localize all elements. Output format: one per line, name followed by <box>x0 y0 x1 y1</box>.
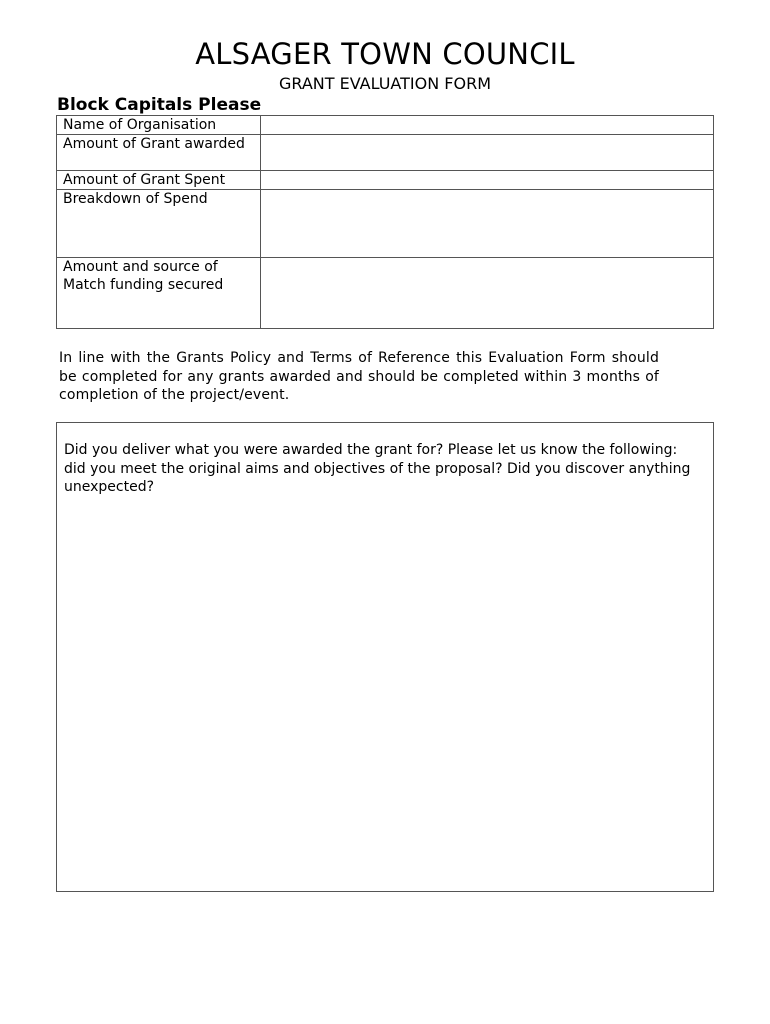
match-funding-field[interactable] <box>261 258 714 329</box>
organisation-details-table <box>56 115 714 329</box>
table-row <box>57 258 714 329</box>
organisation-name-field[interactable] <box>261 116 714 135</box>
match-funding-label: Amount and source of Match funding secured <box>57 258 261 329</box>
grant-spent-label: Amount of Grant Spent <box>57 171 261 190</box>
table-row <box>57 190 714 258</box>
grant-spent-field[interactable] <box>261 171 714 190</box>
evaluation-question: Did you deliver what you were awarded the grant for? Please let us know the following: did you meet the original aims and objectives of the proposal? Did you discover anything unexpected? <box>64 442 691 495</box>
table-row <box>57 171 714 190</box>
grant-awarded-label: Amount of Grant awarded <box>57 135 261 171</box>
organisation-name-label: Name of Organisation <box>57 116 261 135</box>
block-capitals-instruction: Block Capitals Please <box>57 95 262 115</box>
council-title: ALSAGER TOWN COUNCIL <box>195 37 575 71</box>
breakdown-of-spend-field[interactable] <box>261 190 714 258</box>
breakdown-of-spend-label: Breakdown of Spend <box>57 190 261 258</box>
evaluation-answer-box[interactable] <box>56 422 714 892</box>
table-row <box>57 135 714 171</box>
form-title: GRANT EVALUATION FORM <box>278 74 491 93</box>
intro-paragraph: In line with the Grants Policy and Terms of Reference this Evaluation Form should be completed for any grants awarded and should be completed within 3 months of completion of the project/event. <box>59 350 659 403</box>
grant-awarded-field[interactable] <box>261 135 714 171</box>
table-row <box>57 116 714 135</box>
